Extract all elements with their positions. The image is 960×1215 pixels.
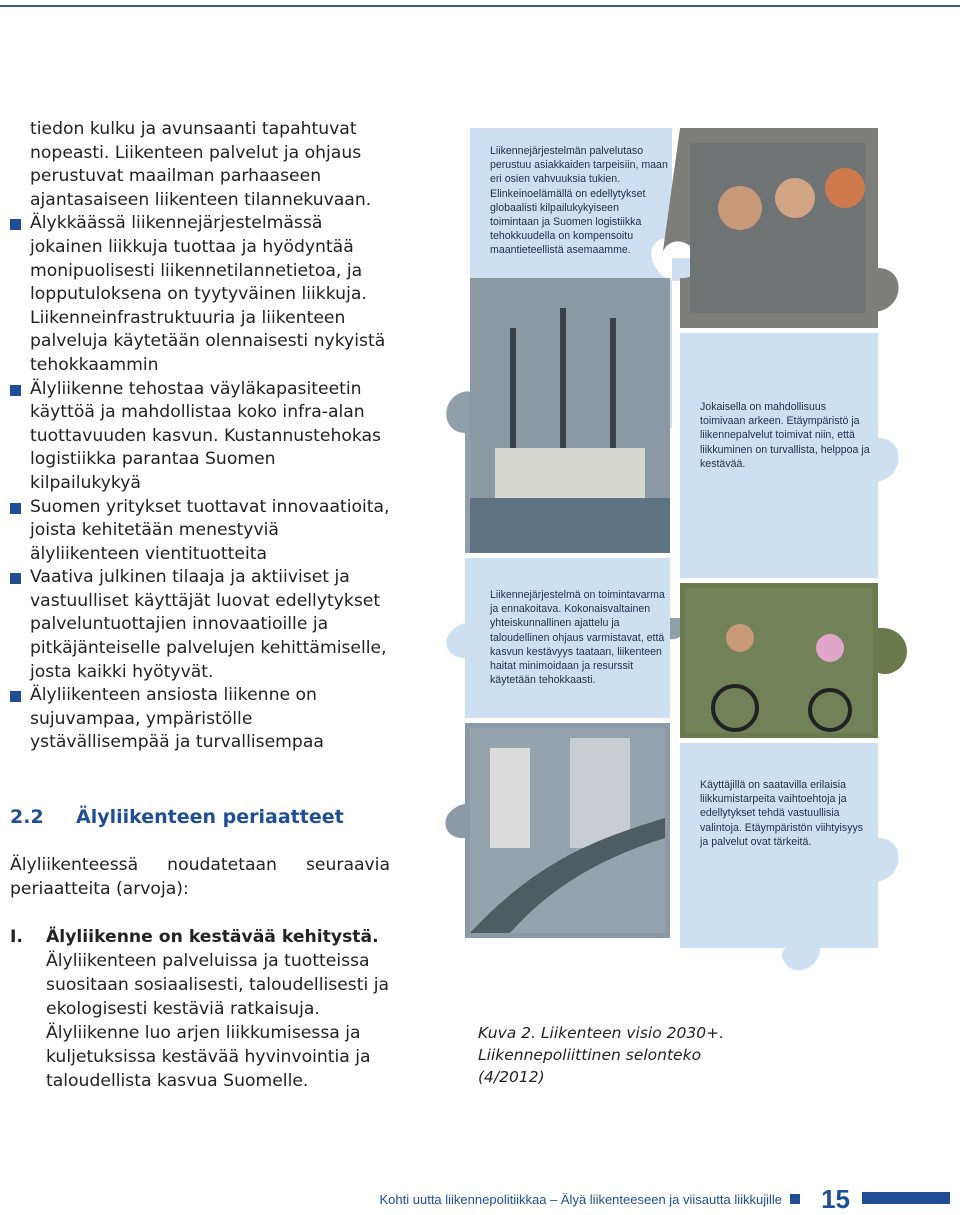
footer-bar [862, 1192, 950, 1204]
bullet-item: Vaativa julkinen tilaaja ja aktiiviset ja vastuulliset käyttäjät luovat edellytykset palveluntuottajien innovaatioille ja pitkäjänteiselle palvelujen kehittämiselle, josta kaikki hyötyvät. [10, 566, 390, 684]
paragraph-continuation: tiedon kulku ja avunsaanti tapahtuvat nopeasti. Liikenteen palvelut ja ohjaus perustuvat maailman parhaaseen ajantasaiseen liikenteen tilannekuvaan. [30, 119, 372, 210]
puzzle-text-2: Jokaisella on mahdollisuus toimivaan arkeen. Etäympäristö ja liikennepalvelut toimivat niin, että liikkuminen on turvallista, helppoa ja kestävää. [700, 401, 870, 470]
bullet-item: Älyliikenne tehostaa väyläkapasiteetin käyttöä ja mahdollistaa koko infra-alan tuottavuuden kasvun. Kustannustehokas logistiikka parantaa Suomen kilpailukykyä [10, 378, 390, 496]
bullet-item: Älykkäässä liikennejärjestelmässä jokainen liikkuja tuottaa ja hyödyntää monipuolisesti liikennetilannetietoa, ja lopputuloksena on tyytyväinen liikkuja. Liikenneinfrastruktuuria ja liikenteen palveluja käytetään olennaisesti nykyistä tehokkaammin [10, 212, 390, 377]
page-footer [300, 1184, 950, 1214]
page-number: 15 [821, 1184, 850, 1214]
bullet-item: Älyliikenteen ansiosta liikenne on sujuvampaa, ympäristölle ystävällisempää ja turvallisempaa [10, 684, 390, 755]
principle-item [10, 925, 390, 1093]
principle-numeral: I. [10, 927, 23, 947]
principle-body: Älyliikenteen palveluissa ja tuotteissa suositaan sosiaalisesti, taloudellisesti ja ekologisesti kestäviä ratkaisuja. Älyliikenne luo arjen liikkumisessa ja kuljetuksissa kestävää hyvinvointia ja taloudellista kasvua Suomelle. [46, 951, 390, 1091]
footer-running-title: Kohti uutta liikennepolitiikkaa – Älyä liikenteeseen ja viisautta liikkujille [379, 1192, 782, 1207]
section-title: Älyliikenteen periaatteet [76, 806, 344, 828]
footer-square-icon [790, 1194, 800, 1204]
section-intro: Älyliikenteessä noudatetaan seuraavia periaatteita (arvoja): [10, 855, 390, 899]
photo-people [690, 143, 865, 313]
puzzle-text-1: Liikennejärjestelmän palvelutaso perustuu asiakkaiden tarpeisiin, maan eri osien vahvuuksia tukien. Elinkeinoelämällä on edellytykset globaalisti kilpailukykyiseen toimintaan ja Suomen logistiikka tehokkuudella on kompensoitu maantieteellistä asemaamme. [490, 145, 668, 257]
person-3 [825, 168, 865, 208]
person-1 [718, 186, 762, 230]
figure-caption: Kuva 2. Liikenteen visio 2030+. Liikennepoliittinen selonteko (4/2012) [478, 1024, 725, 1086]
top-rule [0, 5, 960, 7]
bullet-item: Suomen yritykset tuottavat innovaatioita, joista kehitetään menestyviä älyliikenteen vientituotteita [10, 496, 390, 567]
puzzle-text-3: Liikennejärjestelmä on toimintavarma ja ennakoitava. Kokonaisvaltainen yhteiskunnallinen ajattelu ja taloudellinen ohjaus varmistavat, että kasvun kestävyys taataan, liikenteen haitat minimoidaan ja resurssit käytetään tehokkaasti. [490, 589, 665, 687]
principle-heading: Älyliikenne on kestävää kehitystä. [46, 927, 379, 947]
person-2 [775, 178, 815, 218]
puzzle-figure [400, 118, 960, 1018]
puzzle-text-4: Käyttäjillä on saatavilla erilaisia liikkumistarpeita vaihtoehtoja ja edellytykset tehdä vastuullisia valintoja. Etäympäristön viihtyisyys ja palvelut ovat tärkeitä. [700, 779, 864, 848]
puzzle-illustration [400, 118, 960, 1018]
section-heading [10, 806, 344, 828]
body-column [10, 118, 390, 755]
section-number: 2.2 [10, 806, 44, 828]
